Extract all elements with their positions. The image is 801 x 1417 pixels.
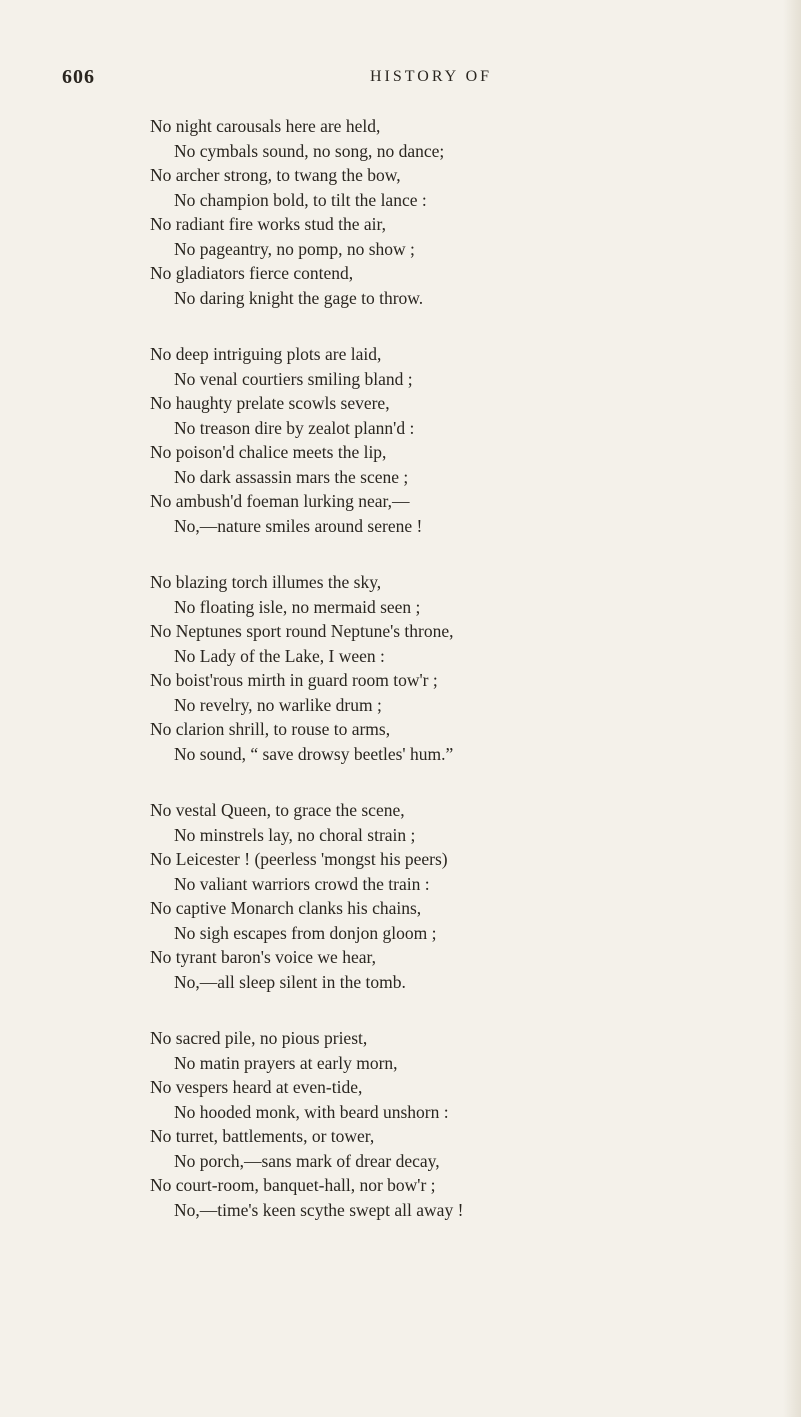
- poem-line: No deep intriguing plots are laid,: [150, 344, 382, 364]
- poem-line: No porch,—sans mark of drear decay,: [174, 1150, 440, 1171]
- poem-line: No tyrant baron's voice we hear,: [150, 947, 376, 967]
- poem-line: No daring knight the gage to throw.: [174, 287, 424, 308]
- poem-line: No dark assassin mars the scene ;: [174, 466, 409, 487]
- poem-line: No ambush'd foeman lurking near,—: [150, 491, 410, 511]
- poem-line: No revelry, no warlike drum ;: [174, 694, 382, 715]
- poem-line: No Lady of the Lake, I ween :: [174, 645, 385, 666]
- stanza-1: [150, 114, 790, 310]
- poem-line: No minstrels lay, no choral strain ;: [174, 824, 416, 845]
- poem-line: No Leicester ! (peerless 'mongst his peers): [150, 849, 448, 869]
- page-header: [0, 60, 801, 90]
- poem-line: No captive Monarch clanks his chains,: [150, 898, 422, 918]
- poem-line: No court-room, banquet-hall, nor bow'r ;: [150, 1175, 436, 1195]
- poem-line: No gladiators fierce contend,: [150, 263, 354, 283]
- poem-line: No cymbals sound, no song, no dance;: [174, 140, 445, 161]
- poem-line: No,—all sleep silent in the tomb.: [174, 971, 406, 992]
- poem-line: No Neptunes sport round Neptune's throne,: [150, 621, 454, 641]
- poem-line: No sacred pile, no pious priest,: [150, 1028, 368, 1048]
- stanza-4: [150, 798, 790, 994]
- poem: [150, 114, 790, 1254]
- poem-line: No,—time's keen scythe swept all away !: [174, 1199, 464, 1220]
- poem-line: No,—nature smiles around serene !: [174, 515, 423, 536]
- poem-line: No valiant warriors crowd the train :: [174, 873, 430, 894]
- stanza-5: [150, 1026, 790, 1222]
- poem-line: No night carousals here are held,: [150, 116, 381, 136]
- poem-line: No blazing torch illumes the sky,: [150, 572, 382, 592]
- poem-line: No sigh escapes from donjon gloom ;: [174, 922, 437, 943]
- poem-line: No matin prayers at early morn,: [174, 1052, 398, 1073]
- poem-line: No champion bold, to tilt the lance :: [174, 189, 427, 210]
- poem-line: No venal courtiers smiling bland ;: [174, 368, 413, 389]
- poem-line: No turret, battlements, or tower,: [150, 1126, 375, 1146]
- poem-line: No haughty prelate scowls severe,: [150, 393, 390, 413]
- poem-line: No poison'd chalice meets the lip,: [150, 442, 387, 462]
- poem-line: No clarion shrill, to rouse to arms,: [150, 719, 391, 739]
- poem-line: No vespers heard at even-tide,: [150, 1077, 363, 1097]
- poem-line: No archer strong, to twang the bow,: [150, 165, 401, 185]
- poem-line: No radiant fire works stud the air,: [150, 214, 386, 234]
- page-number: 606: [62, 66, 95, 88]
- poem-line: No hooded monk, with beard unshorn :: [174, 1101, 449, 1122]
- poem-line: No vestal Queen, to grace the scene,: [150, 800, 405, 820]
- poem-line: No pageantry, no pomp, no show ;: [174, 238, 415, 259]
- poem-line: No sound, “ save drowsy beetles' hum.”: [174, 743, 454, 764]
- poem-line: No floating isle, no mermaid seen ;: [174, 596, 421, 617]
- running-head: HISTORY OF: [370, 68, 493, 85]
- stanza-3: [150, 570, 790, 766]
- poem-line: No boist'rous mirth in guard room tow'r ;: [150, 670, 438, 690]
- stanza-2: [150, 342, 790, 538]
- poem-line: No treason dire by zealot plann'd :: [174, 417, 415, 438]
